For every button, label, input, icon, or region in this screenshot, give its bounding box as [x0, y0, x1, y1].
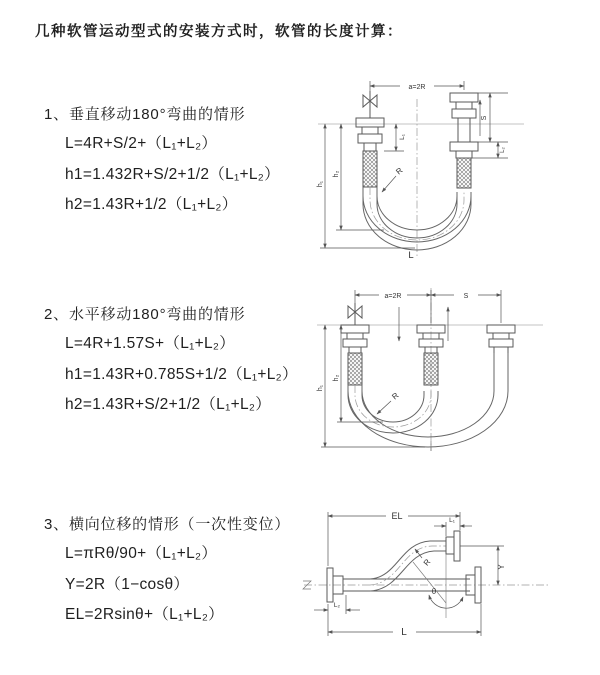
formula-line: h1=1.43R+0.785S+1/2（L₁+L₂）	[65, 365, 298, 383]
dim-label-h2: h₂	[333, 170, 340, 178]
dim-label-l2: L₂	[500, 147, 506, 153]
formula-line: h2=1.43R+1/2（L₁+L₂）	[65, 196, 238, 213]
braided-hose-section	[457, 158, 471, 188]
section-3	[44, 513, 290, 631]
dimension-l2	[314, 595, 360, 614]
dimension-l	[328, 604, 481, 638]
dim-label-l1: L₁	[449, 517, 455, 524]
dim-label-s: S	[463, 293, 469, 300]
dim-label-a2r: a=2R	[408, 84, 426, 91]
braided-hose-section	[363, 151, 377, 187]
dim-label-l2: L₂	[333, 602, 341, 609]
dim-label-length: L	[408, 250, 414, 261]
dim-label-angle: θ	[431, 587, 437, 596]
dim-label-el: EL	[391, 511, 403, 521]
dim-label-y: Y	[497, 564, 506, 570]
dimension-a2r	[370, 81, 464, 91]
dim-label-h1: h₁	[317, 384, 324, 392]
dimension-l1	[434, 517, 472, 536]
dimension-l1	[384, 124, 406, 151]
section-3-heading: 3、横向位移的情形（一次性变位）	[44, 516, 291, 533]
radius-and-angle	[413, 549, 463, 618]
section-1-heading: 1、垂直移动180°弯曲的情形	[44, 106, 246, 123]
dim-label-radius: R	[394, 165, 405, 177]
dim-label-radius: R	[421, 557, 433, 568]
upper-flange	[446, 531, 460, 561]
dim-label-l1: L₁	[399, 134, 406, 140]
dim-label-a2r: a=2R	[384, 293, 402, 300]
right-pipe-fitting	[487, 325, 515, 353]
dimension-el	[328, 511, 460, 566]
radius-callout	[377, 391, 401, 414]
left-pipe-fitting	[341, 303, 369, 385]
diagram-lateral-displacement	[298, 500, 598, 655]
section-2	[44, 303, 298, 421]
page-title: 几种软管运动型式的安装方式时，软管的长度计算：	[35, 24, 403, 40]
braided-hose-section	[424, 353, 438, 385]
dimension-s	[431, 293, 501, 300]
formula-line: h2=1.43R+S/2+1/2（L₁+L₂）	[65, 396, 272, 413]
formula-line: EL=2Rsinθ+（L₁+L₂）	[65, 606, 224, 623]
dim-label-h1: h₁	[317, 180, 324, 188]
diagram-horizontal-180-bend	[313, 283, 595, 459]
dim-label-length: L	[401, 627, 407, 638]
dim-label-radius: R	[390, 390, 401, 402]
diagram-vertical-180-bend	[312, 74, 597, 262]
section-1	[44, 103, 280, 221]
formula-line: L=4R+S/2+（L₁+L₂）	[65, 135, 218, 152]
dim-label-s: S	[481, 115, 488, 121]
left-pipe-fitting	[356, 91, 384, 187]
hose-s-curve	[370, 541, 446, 591]
braided-hose-section	[348, 353, 362, 385]
formula-line: Y=2R（1−cosθ）	[65, 575, 190, 593]
right-pipe-fitting	[450, 93, 478, 188]
radius-callout	[382, 166, 405, 192]
formula-line: L=4R+1.57S+（L₁+L₂）	[65, 335, 236, 352]
formula-line: h1=1.432R+S/2+1/2（L₁+L₂）	[65, 165, 280, 183]
formula-line: L=πRθ/90+（L₁+L₂）	[65, 545, 218, 562]
section-2-heading: 2、水平移动180°弯曲的情形	[44, 306, 246, 323]
dimension-l2	[498, 142, 506, 158]
dim-label-h2: h₂	[333, 374, 340, 382]
